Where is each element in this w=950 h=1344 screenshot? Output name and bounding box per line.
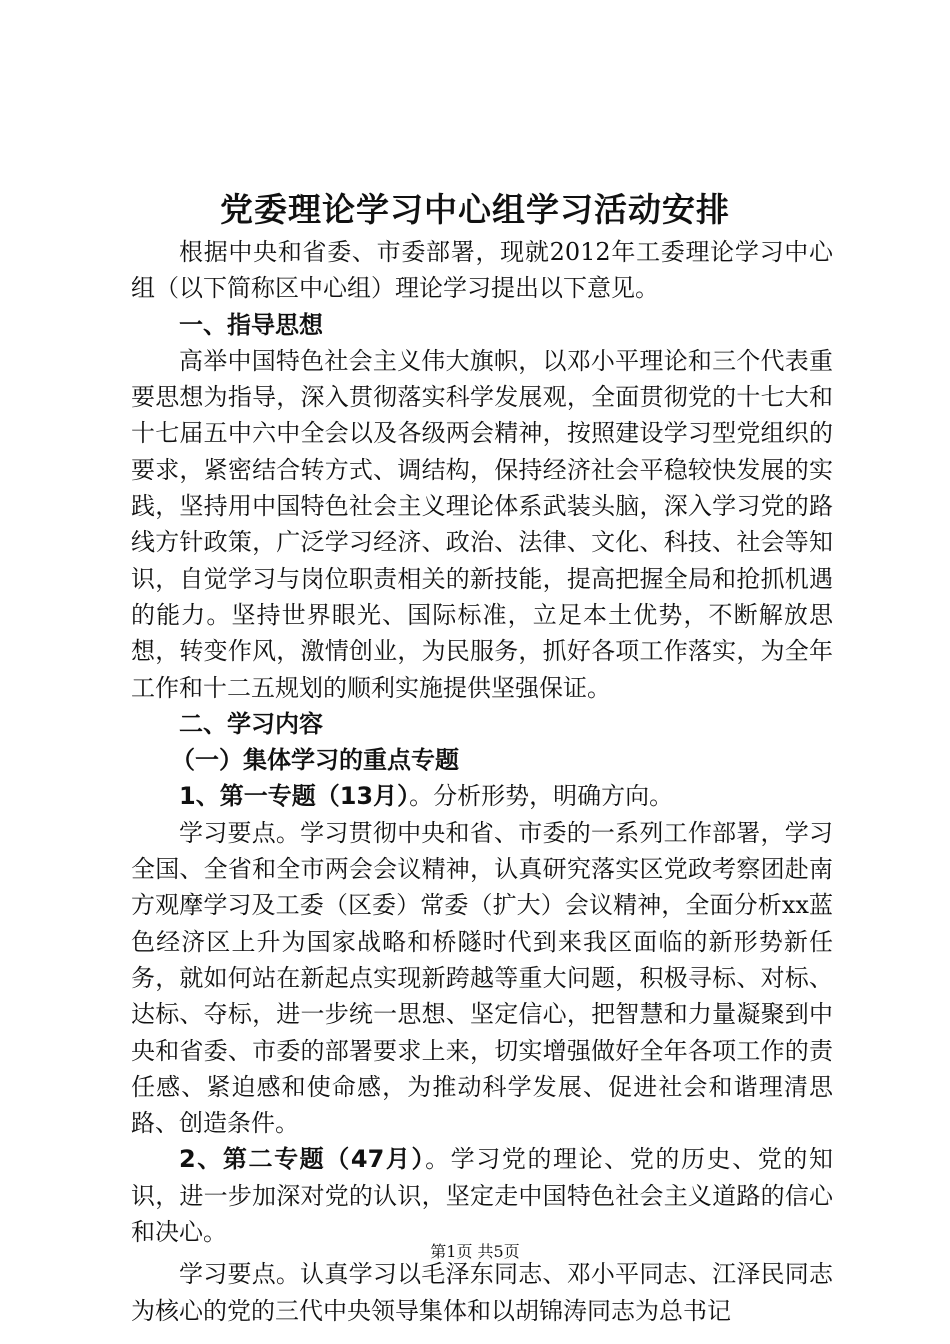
topic-2-points-paragraph: 学习要点。认真学习以毛泽东同志、邓小平同志、江泽民同志为核心的党的三代中央领导集体和以胡锦涛同志为总书记: [131, 1260, 833, 1325]
section-heading-guiding-thought: 一、指导思想: [179, 310, 323, 339]
topic-2-summary: 。学习党的理论、党的历史、党的知识，进一步加深对党的认识，坚定走中国特色社会主义道路的信心和决心。: [131, 1145, 833, 1247]
topic-1-summary: 。分析形势，明确方向。: [409, 782, 674, 811]
guiding-thought-paragraph: 高举中国特色社会主义伟大旗帜，以邓小平理论和三个代表重要思想为指导，深入贯彻落实科学发展观，全面贯彻党的十七大和十七届五中六中全会以及各级两会精神，按照建设学习型党组织的要求，紧密结合转方式、调结构，保持经济社会平稳较快发展的实践，坚持用中国特色社会主义理论体系武装头脑，深入学习党的路线方针政策，广泛学习经济、政治、法律、文化、科技、社会等知识，自觉学习与岗位职责相关的新技能，提高把握全局和抢抓机遇的能力。坚持世界眼光、国际标准，立足本土优势，不断解放思想，转变作风，激情创业，为民服务，抓好各项工作落实，为全年工作和十二五规划的顺利实施提供坚强保证。: [131, 346, 833, 702]
topic-1-heading: 1、第一专题（13月）: [179, 782, 410, 811]
subsection-heading-key-topics: （一）集体学习的重点专题: [171, 746, 459, 775]
section-heading-study-content: 二、学习内容: [179, 709, 323, 738]
topic-1-paragraph: [131, 778, 833, 814]
document-body: [131, 234, 833, 1329]
page-footer: 第1页 共5页: [430, 1242, 520, 1261]
intro-paragraph: 根据中央和省委、市委部署，现就2012年工委理论学习中心组（以下简称区中心组）理论学习提出以下意见。: [131, 238, 833, 303]
topic-2-paragraph: [131, 1141, 833, 1250]
topic-2-heading: 2、第二专题（47月）: [179, 1145, 426, 1174]
document-title: 党委理论学习中心组学习活动安排: [220, 190, 730, 229]
topic-1-points-paragraph: 学习要点。学习贯彻中央和省、市委的一系列工作部署，学习全国、全省和全市两会会议精神，认真研究落实区党政考察团赴南方观摩学习及工委（区委）常委（扩大）会议精神，全面分析xx蓝色经济区上升为国家战略和桥隧时代到来我区面临的新形势新任务，就如何站在新起点实现新跨越等重大问题，积极寻标、对标、达标、夺标，进一步统一思想、坚定信心，把智慧和力量凝聚到中央和省委、市委的部署要求上来，切实增强做好全年各项工作的责任感、紧迫感和使命感，为推动科学发展、促进社会和谐理清思路、创造条件。: [131, 818, 833, 1138]
